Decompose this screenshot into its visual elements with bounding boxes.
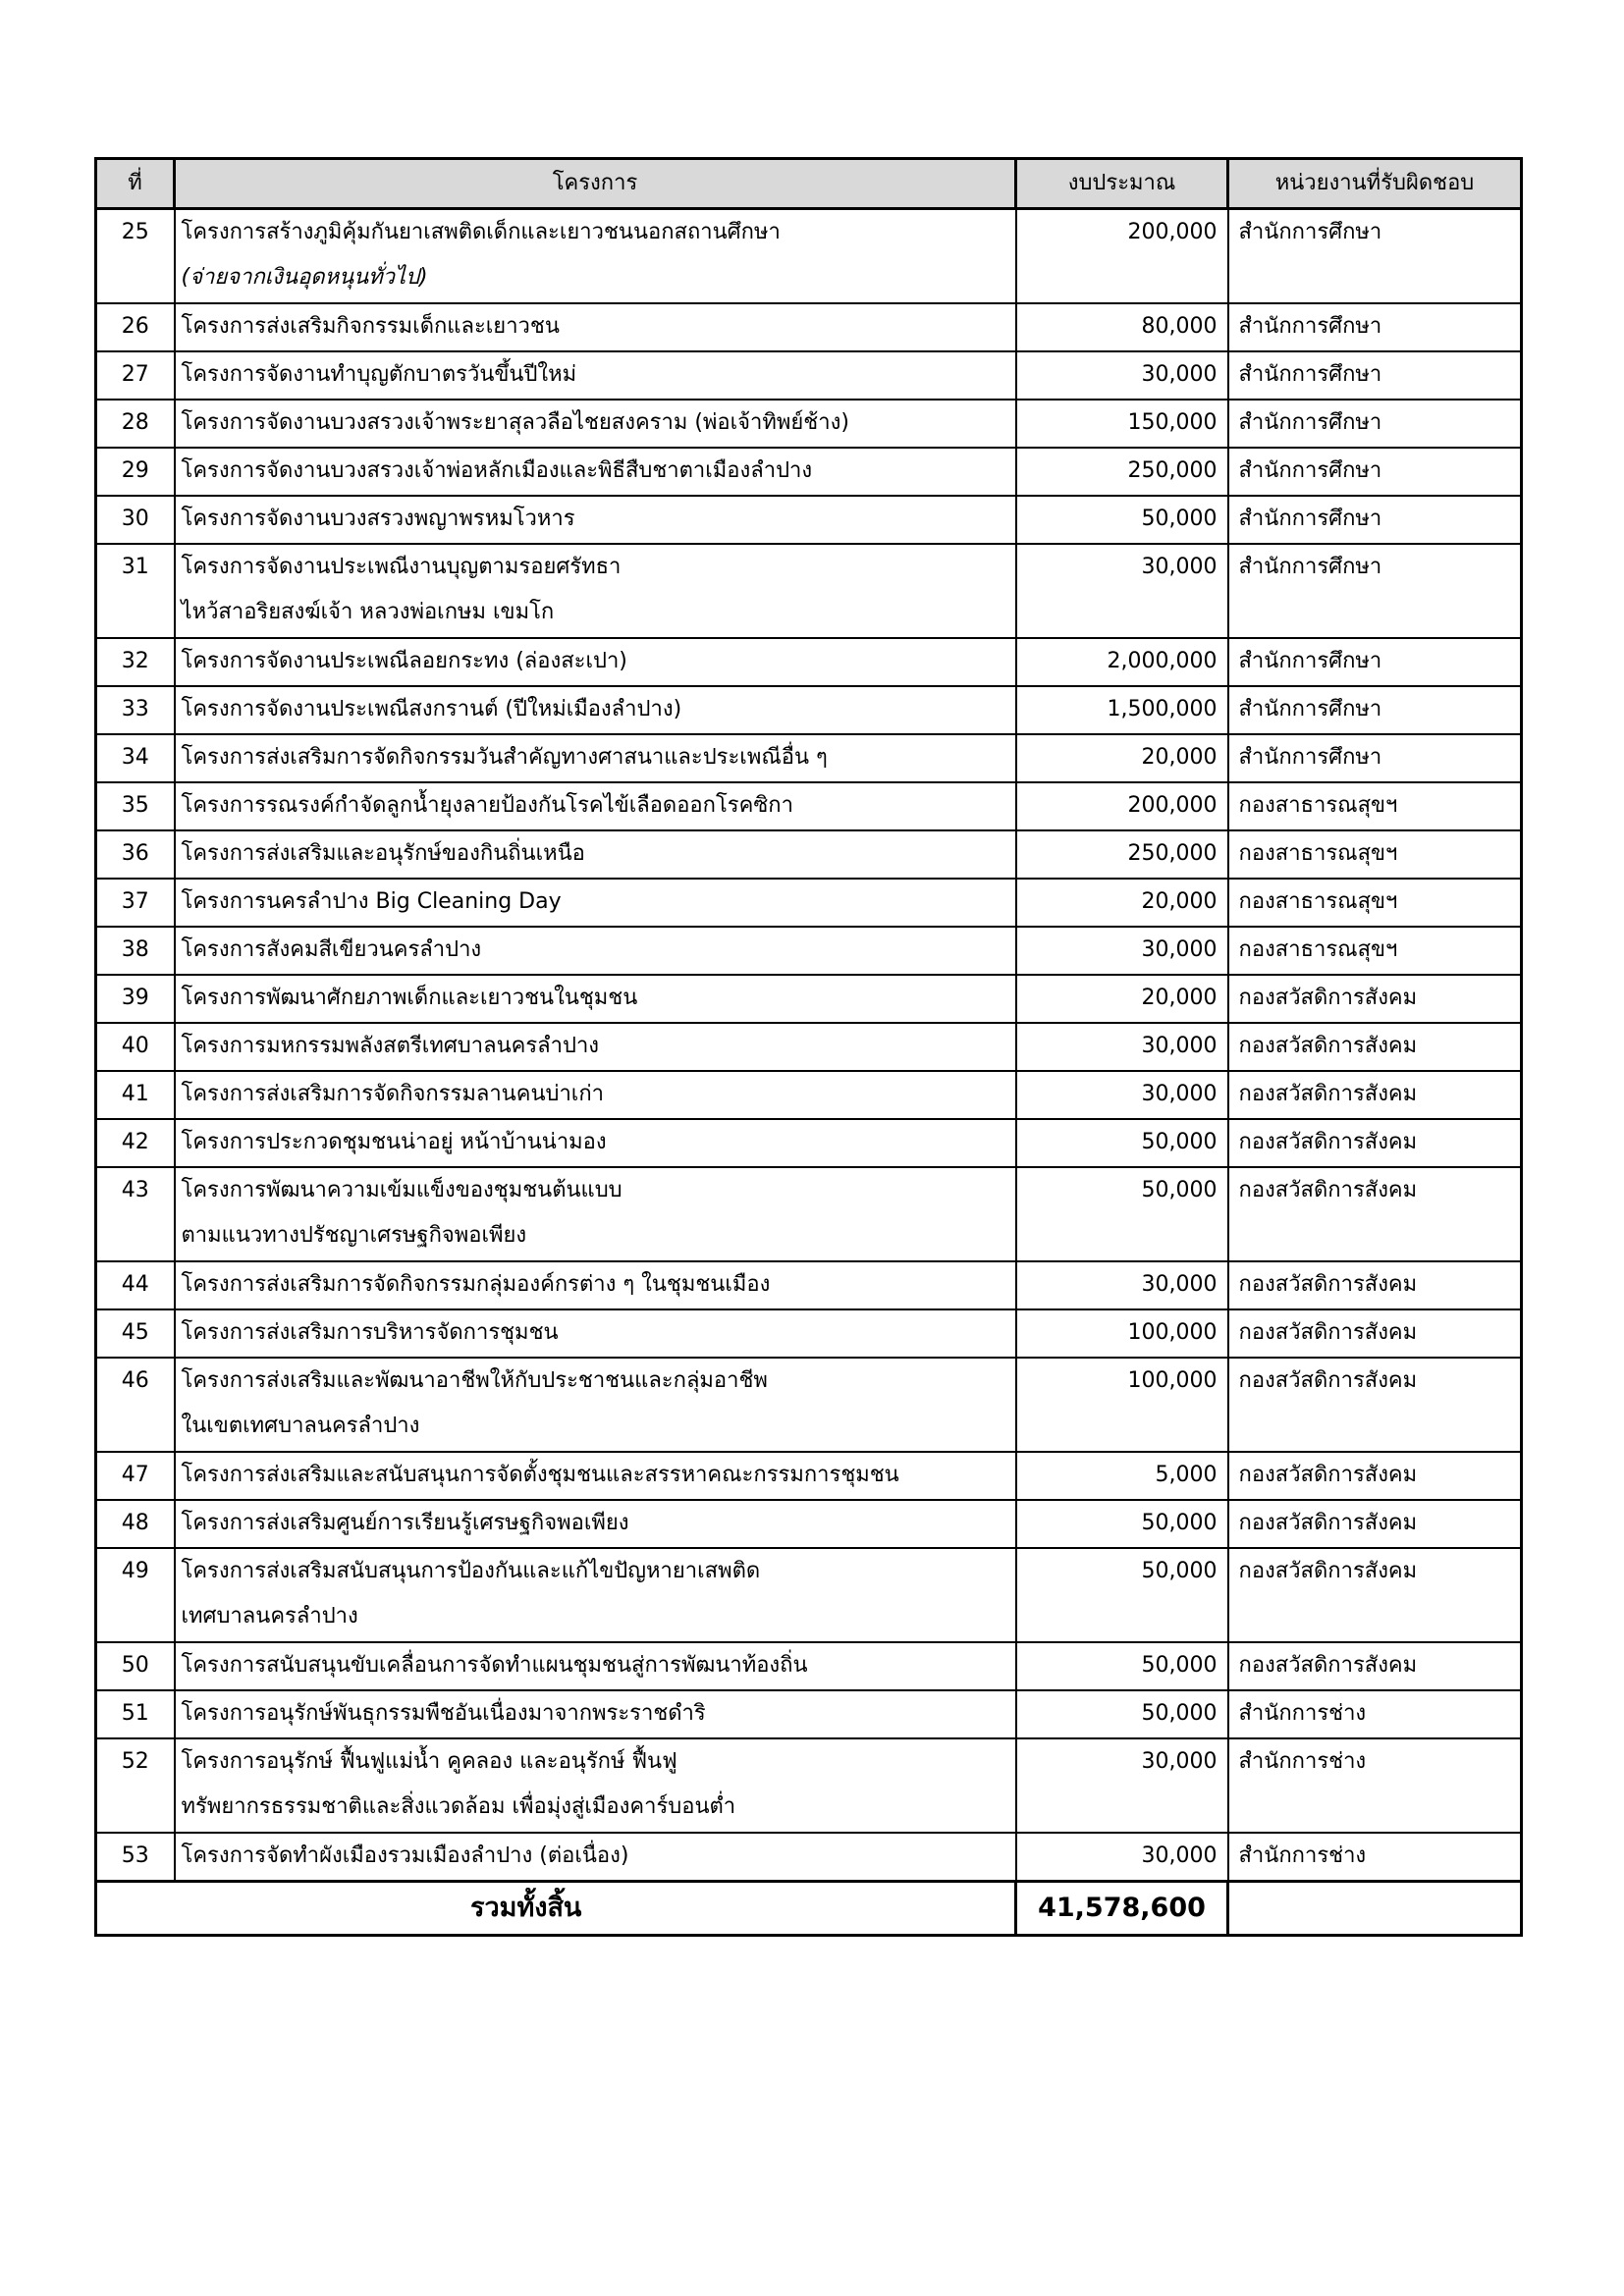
project-cell [175, 1833, 1016, 1882]
project-cell [175, 1119, 1016, 1167]
total-value: 41,578,600 [1016, 1882, 1228, 1936]
row-number: 45 [96, 1309, 175, 1358]
unit-cell: กองสวัสดิการสังคม [1228, 1452, 1522, 1500]
project-cell [175, 1309, 1016, 1358]
project-cell [175, 1738, 1016, 1833]
table-row [96, 351, 1522, 400]
project-cell [175, 830, 1016, 879]
row-number: 26 [96, 303, 175, 351]
unit-cell: สำนักการศึกษา [1228, 734, 1522, 782]
budget-table [94, 157, 1523, 1937]
table-row [96, 1642, 1522, 1690]
budget-cell: 50,000 [1016, 1548, 1228, 1642]
unit-cell: สำนักการช่าง [1228, 1738, 1522, 1833]
budget-cell: 200,000 [1016, 782, 1228, 830]
project-name: โครงการส่งเสริมและพัฒนาอาชีพให้กับประชาชนและกลุ่มอาชีพ [181, 1368, 768, 1393]
total-row [96, 1882, 1522, 1936]
row-number: 29 [96, 448, 175, 496]
row-number: 30 [96, 496, 175, 544]
unit-cell: สำนักการศึกษา [1228, 638, 1522, 686]
table-row [96, 209, 1522, 304]
table-footer [96, 1882, 1522, 1936]
budget-cell: 20,000 [1016, 975, 1228, 1023]
table-row [96, 1690, 1522, 1738]
row-number: 25 [96, 209, 175, 304]
table-row [96, 1738, 1522, 1833]
project-name: โครงการสร้างภูมิคุ้มกันยาเสพติดเด็กและเยาวชนนอกสถานศึกษา [181, 220, 781, 244]
row-number: 34 [96, 734, 175, 782]
project-cell [175, 1261, 1016, 1309]
table-row [96, 927, 1522, 975]
table-row [96, 686, 1522, 734]
unit-cell: สำนักการศึกษา [1228, 544, 1522, 638]
project-name: โครงการรณรงค์กำจัดลูกน้ำยุงลายป้องกันโรคไข้เลือดออกโรคซิกา [181, 793, 793, 818]
header-unit: หน่วยงานที่รับผิดชอบ [1228, 159, 1522, 209]
table-row [96, 448, 1522, 496]
row-number: 48 [96, 1500, 175, 1548]
project-cell [175, 879, 1016, 927]
budget-cell: 250,000 [1016, 448, 1228, 496]
unit-cell: กองสวัสดิการสังคม [1228, 1500, 1522, 1548]
project-cell [175, 1642, 1016, 1690]
unit-cell: สำนักการศึกษา [1228, 686, 1522, 734]
project-name: โครงการสังคมสีเขียวนครลำปาง [181, 937, 482, 962]
project-cell [175, 686, 1016, 734]
row-number: 42 [96, 1119, 175, 1167]
project-name: โครงการส่งเสริมการบริหารจัดการชุมชน [181, 1320, 559, 1345]
project-name-continued: ในเขตเทศบาลนครลำปาง [181, 1414, 420, 1438]
table-row [96, 544, 1522, 638]
project-name: โครงการประกวดชุมชนน่าอยู่ หน้าบ้านน่ามอง [181, 1130, 607, 1154]
row-number: 41 [96, 1071, 175, 1119]
budget-cell: 100,000 [1016, 1309, 1228, 1358]
budget-cell: 30,000 [1016, 1833, 1228, 1882]
table-row [96, 303, 1522, 351]
project-name: โครงการจัดงานประเพณีลอยกระทง (ล่องสะเปา) [181, 649, 627, 673]
table-row [96, 1119, 1522, 1167]
unit-cell: สำนักการศึกษา [1228, 303, 1522, 351]
row-number: 32 [96, 638, 175, 686]
project-cell [175, 351, 1016, 400]
project-name: โครงการจัดงานบวงสรวงเจ้าพระยาสุลวลือไชยสงคราม (พ่อเจ้าทิพย์ช้าง) [181, 410, 849, 435]
project-name: โครงการพัฒนาศักยภาพเด็กและเยาวชนในชุมชน [181, 986, 638, 1010]
row-number: 49 [96, 1548, 175, 1642]
budget-cell: 30,000 [1016, 927, 1228, 975]
budget-cell: 250,000 [1016, 830, 1228, 879]
budget-cell: 200,000 [1016, 209, 1228, 304]
project-name: โครงการส่งเสริมและอนุรักษ์ของกินถิ่นเหนือ [181, 841, 585, 866]
unit-cell: กองสวัสดิการสังคม [1228, 1358, 1522, 1452]
project-cell [175, 209, 1016, 304]
unit-cell: กองสวัสดิการสังคม [1228, 1642, 1522, 1690]
project-cell [175, 975, 1016, 1023]
row-number: 28 [96, 400, 175, 448]
row-number: 27 [96, 351, 175, 400]
project-cell [175, 927, 1016, 975]
project-name-continued: ทรัพยากรธรรมชาติและสิ่งแวดล้อม เพื่อมุ่งสู่เมืองคาร์บอนต่ำ [181, 1794, 736, 1819]
budget-cell: 50,000 [1016, 1119, 1228, 1167]
project-name: โครงการส่งเสริมศูนย์การเรียนรู้เศรษฐกิจพอเพียง [181, 1511, 629, 1535]
budget-cell: 30,000 [1016, 1071, 1228, 1119]
budget-cell: 30,000 [1016, 544, 1228, 638]
project-name: โครงการจัดงานทำบุญตักบาตรวันขึ้นปีใหม่ [181, 362, 577, 387]
table-row [96, 400, 1522, 448]
row-number: 53 [96, 1833, 175, 1882]
row-number: 36 [96, 830, 175, 879]
unit-cell: สำนักการศึกษา [1228, 400, 1522, 448]
table-row [96, 1261, 1522, 1309]
unit-cell: กองสวัสดิการสังคม [1228, 1071, 1522, 1119]
project-name: โครงการส่งเสริมและสนับสนุนการจัดตั้งชุมชนและสรรหาคณะกรรมการชุมชน [181, 1463, 899, 1487]
table-row [96, 830, 1522, 879]
table-row [96, 879, 1522, 927]
row-number: 31 [96, 544, 175, 638]
project-cell [175, 638, 1016, 686]
unit-cell: กองสาธารณสุขฯ [1228, 782, 1522, 830]
unit-cell: สำนักการช่าง [1228, 1833, 1522, 1882]
budget-cell: 30,000 [1016, 1261, 1228, 1309]
unit-cell: กองสาธารณสุขฯ [1228, 927, 1522, 975]
project-name-continued: (จ่ายจากเงินอุดหนุนทั่วไป) [181, 265, 428, 290]
unit-cell: กองสวัสดิการสังคม [1228, 1119, 1522, 1167]
table-body [96, 209, 1522, 1882]
project-name-continued: ไหว้สาอริยสงฆ์เจ้า หลวงพ่อเกษม เขมโก [181, 600, 555, 624]
project-name: โครงการอนุรักษ์ ฟื้นฟูแม่น้ำ คูคลอง และอนุรักษ์ ฟื้นฟู [181, 1749, 677, 1774]
unit-cell: กองสวัสดิการสังคม [1228, 1548, 1522, 1642]
row-number: 40 [96, 1023, 175, 1071]
project-cell [175, 544, 1016, 638]
project-cell [175, 1071, 1016, 1119]
project-name: โครงการจัดงานบวงสรวงเจ้าพ่อหลักเมืองและพิธีสืบชาตาเมืองลำปาง [181, 458, 813, 483]
project-name: โครงการส่งเสริมสนับสนุนการป้องกันและแก้ไขปัญหายาเสพติด [181, 1559, 761, 1583]
budget-cell: 100,000 [1016, 1358, 1228, 1452]
table-row [96, 1548, 1522, 1642]
header-project: โครงการ [175, 159, 1016, 209]
row-number: 35 [96, 782, 175, 830]
table-row [96, 1023, 1522, 1071]
row-number: 51 [96, 1690, 175, 1738]
table-row [96, 1833, 1522, 1882]
project-name: โครงการอนุรักษ์พันธุกรรมพืชอันเนื่องมาจากพระราชดำริ [181, 1701, 706, 1726]
table-row [96, 782, 1522, 830]
table-row [96, 638, 1522, 686]
table-row [96, 1452, 1522, 1500]
project-cell [175, 303, 1016, 351]
project-name-continued: ตามแนวทางปรัชญาเศรษฐกิจพอเพียง [181, 1223, 527, 1248]
table-row [96, 496, 1522, 544]
budget-cell: 5,000 [1016, 1452, 1228, 1500]
total-label: รวมทั้งสิ้น [96, 1882, 1016, 1936]
project-cell [175, 1452, 1016, 1500]
total-unit-empty [1228, 1882, 1522, 1936]
project-cell [175, 1548, 1016, 1642]
unit-cell: กองสวัสดิการสังคม [1228, 1309, 1522, 1358]
table-row [96, 1309, 1522, 1358]
budget-cell: 20,000 [1016, 879, 1228, 927]
project-cell [175, 1167, 1016, 1261]
row-number: 33 [96, 686, 175, 734]
table-row [96, 1500, 1522, 1548]
project-name: โครงการจัดงานบวงสรวงพญาพรหมโวหาร [181, 507, 575, 531]
budget-cell: 2,000,000 [1016, 638, 1228, 686]
row-number: 37 [96, 879, 175, 927]
unit-cell: กองสวัสดิการสังคม [1228, 1261, 1522, 1309]
project-name-continued: เทศบาลนครลำปาง [181, 1604, 358, 1629]
project-cell [175, 782, 1016, 830]
project-name: โครงการจัดงานประเพณีงานบุญตามรอยศรัทธา [181, 555, 622, 579]
row-number: 50 [96, 1642, 175, 1690]
project-name: โครงการส่งเสริมการจัดกิจกรรมกลุ่มองค์กรต่าง ๆ ในชุมชนเมือง [181, 1272, 771, 1297]
project-cell [175, 496, 1016, 544]
unit-cell: กองสาธารณสุขฯ [1228, 879, 1522, 927]
project-cell [175, 1023, 1016, 1071]
project-name: โครงการส่งเสริมการจัดกิจกรรมลานคนบ่าเก่า [181, 1082, 604, 1106]
project-cell [175, 400, 1016, 448]
project-cell [175, 1690, 1016, 1738]
row-number: 52 [96, 1738, 175, 1833]
project-name: โครงการมหกรรมพลังสตรีเทศบาลนครลำปาง [181, 1034, 600, 1058]
unit-cell: กองสวัสดิการสังคม [1228, 975, 1522, 1023]
table-row [96, 734, 1522, 782]
unit-cell: สำนักการศึกษา [1228, 351, 1522, 400]
header-row [96, 159, 1522, 209]
table-row [96, 975, 1522, 1023]
header-budget: งบประมาณ [1016, 159, 1228, 209]
budget-cell: 30,000 [1016, 1023, 1228, 1071]
budget-cell: 150,000 [1016, 400, 1228, 448]
unit-cell: กองสวัสดิการสังคม [1228, 1167, 1522, 1261]
row-number: 38 [96, 927, 175, 975]
header-no: ที่ [96, 159, 175, 209]
project-name: โครงการนครลำปาง Big Cleaning Day [181, 889, 562, 914]
table-row [96, 1358, 1522, 1452]
budget-cell: 50,000 [1016, 1167, 1228, 1261]
project-name: โครงการพัฒนาความเข้มแข็งของชุมชนต้นแบบ [181, 1178, 623, 1202]
unit-cell: กองสาธารณสุขฯ [1228, 830, 1522, 879]
row-number: 46 [96, 1358, 175, 1452]
project-cell [175, 448, 1016, 496]
unit-cell: กองสวัสดิการสังคม [1228, 1023, 1522, 1071]
project-name: โครงการจัดทำผังเมืองรวมเมืองลำปาง (ต่อเนื่อง) [181, 1843, 629, 1868]
budget-cell: 50,000 [1016, 1690, 1228, 1738]
budget-cell: 50,000 [1016, 1642, 1228, 1690]
budget-cell: 30,000 [1016, 351, 1228, 400]
project-cell [175, 1358, 1016, 1452]
budget-cell: 80,000 [1016, 303, 1228, 351]
project-name: โครงการจัดงานประเพณีสงกรานต์ (ปีใหม่เมืองลำปาง) [181, 697, 682, 721]
project-name: โครงการสนับสนุนขับเคลื่อนการจัดทำแผนชุมชนสู่การพัฒนาท้องถิ่น [181, 1653, 808, 1678]
project-name: โครงการส่งเสริมกิจกรรมเด็กและเยาวชน [181, 314, 560, 339]
table-row [96, 1167, 1522, 1261]
row-number: 43 [96, 1167, 175, 1261]
unit-cell: สำนักการศึกษา [1228, 448, 1522, 496]
budget-cell: 30,000 [1016, 1738, 1228, 1833]
budget-cell: 1,500,000 [1016, 686, 1228, 734]
project-cell [175, 1500, 1016, 1548]
project-name: โครงการส่งเสริมการจัดกิจกรรมวันสำคัญทางศาสนาและประเพณีอื่น ๆ [181, 745, 828, 770]
unit-cell: สำนักการศึกษา [1228, 209, 1522, 304]
row-number: 47 [96, 1452, 175, 1500]
unit-cell: สำนักการศึกษา [1228, 496, 1522, 544]
row-number: 44 [96, 1261, 175, 1309]
budget-cell: 50,000 [1016, 496, 1228, 544]
budget-cell: 50,000 [1016, 1500, 1228, 1548]
budget-cell: 20,000 [1016, 734, 1228, 782]
unit-cell: สำนักการช่าง [1228, 1690, 1522, 1738]
row-number: 39 [96, 975, 175, 1023]
table-row [96, 1071, 1522, 1119]
project-cell [175, 734, 1016, 782]
table-header [96, 159, 1522, 209]
